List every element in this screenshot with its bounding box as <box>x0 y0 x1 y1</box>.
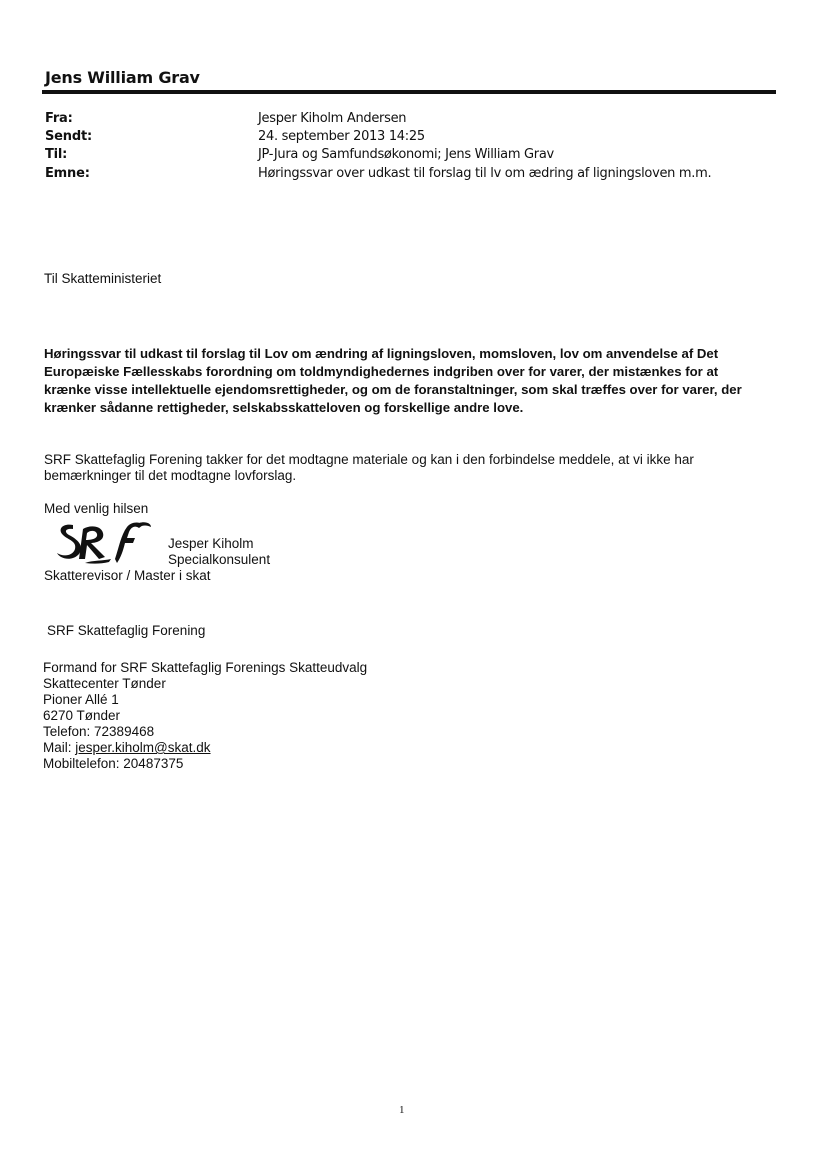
to-value: JP-Jura og Samfundsøkonomi; Jens William Grav <box>258 147 554 162</box>
contact-line-committee: Formand for SRF Skattefaglig Forenings Skatteudvalg <box>43 660 368 675</box>
contact-block <box>43 660 367 772</box>
subject-value: Høringssvar over udkast til forslag til lv om ædring af ligningsloven m.m. <box>258 166 712 181</box>
sent-value: 24. september 2013 14:25 <box>258 129 425 144</box>
signature-role: Skatterevisor / Master i skat <box>44 568 211 583</box>
subject-label: Emne: <box>45 166 90 181</box>
page-number: 1 <box>399 1104 405 1116</box>
sent-label: Sendt: <box>45 129 92 144</box>
contact-mail-link[interactable]: jesper.kiholm@skat.dk <box>75 740 211 755</box>
organization-name: SRF Skattefaglig Forening <box>47 623 206 638</box>
contact-line-street: Pioner Allé 1 <box>43 692 119 707</box>
from-value: Jesper Kiholm Andersen <box>258 111 407 126</box>
sender-name-heading: Jens William Grav <box>45 68 200 87</box>
header-divider <box>42 90 776 94</box>
closing-greeting: Med venlig hilsen <box>44 501 149 516</box>
from-label: Fra: <box>45 111 73 126</box>
contact-mail-row <box>43 740 367 756</box>
contact-line-center: Skattecenter Tønder <box>43 676 166 691</box>
signature-title: Specialkonsulent <box>168 552 271 567</box>
contact-mail-label: Mail: <box>43 740 76 755</box>
srf-logo <box>55 519 155 565</box>
contact-mobile: Mobiltelefon: 20487375 <box>43 756 184 771</box>
contact-line-city: 6270 Tønder <box>43 708 121 723</box>
response-paragraph: SRF Skattefaglig Forening takker for det modtagne materiale og kan i den forbindelse meddele, at vi ikke har bemærkninger til det modtagne lovforslag. <box>44 452 694 483</box>
signature-name: Jesper Kiholm <box>168 536 254 551</box>
contact-phone: Telefon: 72389468 <box>43 724 155 739</box>
to-label: Til: <box>45 147 68 162</box>
consultation-subject: Høringssvar til udkast til forslag til Lov om ændring af ligningsloven, momsloven, lov om anvendelse af Det Europæiske Fællesskabs forordning om toldmyndighedernes indgriben over for varer, der mistænkes for at krænke visse intellektuelle ejendomsrettigheder, og om de foranstaltninger, som skal træffes over for varer, der krænker sådanne rettigheder, selskabsskatteloven og forskellige andre love. <box>44 346 742 415</box>
salutation: Til Skatteministeriet <box>44 271 162 286</box>
